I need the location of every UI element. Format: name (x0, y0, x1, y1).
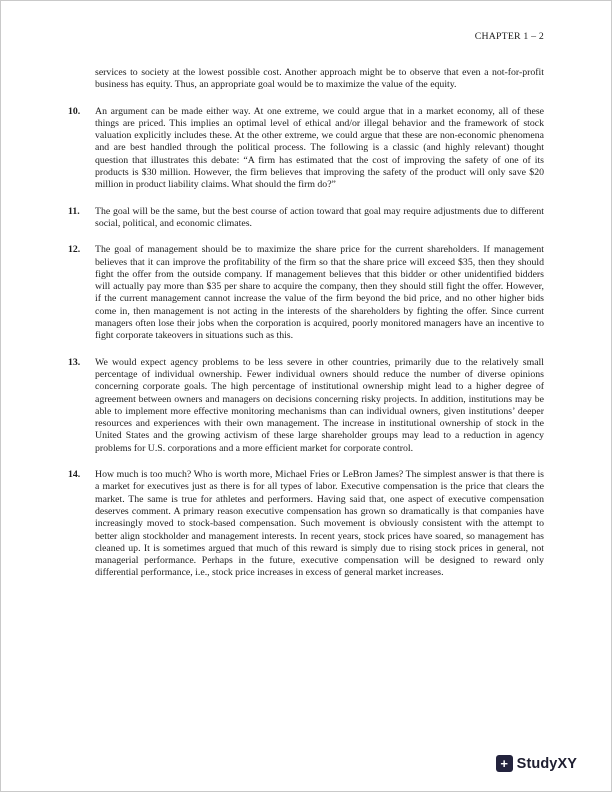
plus-icon: + (496, 755, 513, 772)
logo-text-secondary: XY (557, 755, 577, 772)
item-number: 11. (68, 205, 80, 217)
answer-item (68, 206, 544, 231)
page-content (68, 67, 544, 580)
answer-item (68, 357, 544, 455)
answer-item (68, 469, 544, 580)
page-header-chapter: CHAPTER 1 – 2 (474, 31, 544, 42)
item-number: 14. (68, 469, 81, 481)
item-number: 10. (68, 105, 81, 117)
item-text: How much is too much? Who is worth more, Michael Fries or LeBron James? The simplest answer is that there is a market for executives just as there is for all types of labor. Executive compensation is the price that clears the market. The same is true for athletes and performers. Having said that, one aspect of executive compensation deserves comment. A primary reason executive compensation has grown so dramatically is that companies have increasingly moved to stock-based compensation. Such movement is obviously consistent with the attempt to better align stockholder and management interests. In recent years, stock prices have soared, so management has cleaned up. It is sometimes argued that much of this reward is simply due to rising stock prices in general, not managerial performance. Perhaps in the future, executive compensation will be designed to reward only differential performance, i.e., stock price increases in excess of general market increases. (95, 469, 544, 579)
intro-paragraph: services to society at the lowest possible cost. Another approach might be to observe that even a not-for-profit business has equity. Thus, an appropriate goal would be to maximize the value of the equity. (95, 67, 544, 91)
logo-text-primary: Study (516, 755, 558, 772)
item-text: An argument can be made either way. At one extreme, we could argue that in a market economy, all of these things are priced. This implies an optimal level of ethical and/or illegal behavior and the framework of stock valuation explicitly includes these. At the other extreme, we could argue that these are non-economic phenomena and are best handled through the political process. The following is a classic (and highly relevant) thought question that illustrates this debate: “A firm has estimated that the cost of improving the safety of one of its products is $30 million. However, the firm believes that improving the safety of the product will only save $20 million in product liability claims. What should the firm do?” (95, 105, 544, 191)
item-number: 12. (68, 244, 81, 256)
answer-item (68, 106, 544, 192)
item-number: 13. (68, 356, 81, 368)
item-text: The goal will be the same, but the best course of action toward that goal may require adjustments due to different social, political, and economic climates. (95, 205, 544, 229)
item-text: We would expect agency problems to be less severe in other countries, primarily due to the relatively small percentage of individual ownership. Fewer individual owners should reduce the number of diverse opinions concerning corporate goals. The high percentage of institutional ownership might lead to a higher degree of agreement between owners and managers on decisions concerning risky projects. In addition, institutions may be able to implement more effective monitoring mechanisms than can individual owners, given institutions’ deeper resources and experiences with their own management. The increase in institutional ownership of stock in the United States and the growing activism of these large shareholder groups may lead to a reduction in agency problems for U.S. corporations and a more efficient market for corporate control. (95, 356, 544, 454)
answer-item (68, 244, 544, 342)
logo-text (517, 756, 577, 772)
item-text: The goal of management should be to maximize the share price for the current shareholders. If management believes that it can improve the profitability of the firm so that the share price will exceed $35, then they should fight the offer from the outside company. If management believes that this bidder or other unidentified bidders will actually pay more than $35 per share to acquire the company, then they should still fight the offer. However, if the current management cannot increase the value of the firm beyond the bid price, and no other higher bids come in, then management is not acting in the interests of the shareholders by fighting the offer. Since current managers often lose their jobs when the corporation is acquired, poorly monitored managers have an incentive to fight corporate takeovers in situations such as this. (95, 244, 544, 342)
studyxy-logo (496, 755, 577, 772)
